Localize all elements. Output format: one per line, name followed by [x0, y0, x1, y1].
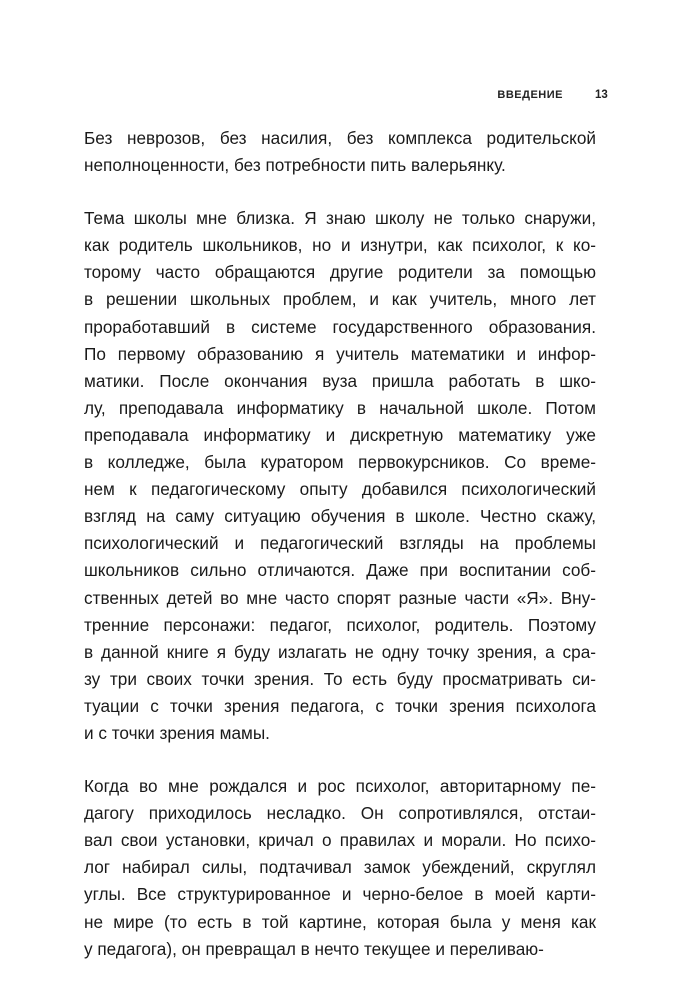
text-line: в решении школьных проблем, и как учитель, много лет: [84, 289, 596, 310]
body-text: [84, 125, 596, 963]
text-line: Когда во мне рождался и рос психолог, авторитарному пе-: [84, 776, 596, 797]
text-line: преподавала информатику и дискретную математику уже: [84, 424, 596, 445]
text-line: в данной книге я буду излагать не одну точку зрения, а сра-: [84, 641, 596, 662]
text-line: туации с точки зрения педагога, с точки зрения психолога: [84, 695, 596, 716]
text-line: нем к педагогическому опыту добавился психологический: [84, 479, 596, 500]
text-line: вал свои установки, кричал о правилах и морали. Но психо-: [84, 830, 596, 851]
paragraph-gap: [84, 747, 596, 773]
text-line: в колледже, была куратором первокурсников. Со време-: [84, 452, 596, 473]
section-title: ВВЕДЕНИЕ: [497, 89, 563, 101]
text-line: психологический и педагогический взгляды на проблемы: [84, 533, 596, 554]
text-line: Тема школы мне близка. Я знаю школу не только снаружи,: [84, 208, 596, 229]
text-line: проработавший в системе государственного образования.: [84, 316, 596, 337]
text-line: ственных детей во мне часто спорят разные части «Я». Вну-: [84, 587, 596, 608]
text-line: зу три своих точки зрения. То есть буду просматривать си-: [84, 668, 596, 689]
text-line: лу, преподавала информатику в начальной школе. Потом: [84, 397, 596, 418]
paragraph: [84, 125, 596, 179]
text-line: у педагога), он превращал в нечто текущее и переливаю-: [84, 938, 544, 959]
text-line: тренние персонажи: педагог, психолог, родитель. Поэтому: [84, 614, 596, 635]
text-line: не мире (то есть в той картине, которая была у меня как: [84, 911, 596, 932]
paragraph: [84, 773, 596, 963]
page-number: 13: [595, 89, 608, 101]
text-line: и с точки зрения мамы.: [84, 722, 270, 743]
text-line: как родитель школьников, но и изнутри, как психолог, к ко-: [84, 235, 596, 256]
running-header: [0, 89, 681, 109]
text-line: Без неврозов, без насилия, без комплекса родительской: [84, 128, 596, 148]
text-line: торому часто обращаются другие родители за помощью: [84, 262, 596, 283]
text-line: дагогу приходилось несладко. Он сопротивлялся, отстаи-: [84, 803, 596, 824]
text-line: школьников сильно отличаются. Даже при воспитании соб-: [84, 560, 596, 581]
text-line: матики. После окончания вуза пришла работать в шко-: [84, 370, 596, 391]
paragraph: [84, 205, 596, 747]
text-line: взгляд на саму ситуацию обучения в школе. Честно скажу,: [84, 506, 596, 527]
text-line: лог набирал силы, подтачивал замок убеждений, скруглял: [84, 857, 596, 878]
text-line: углы. Все структурированное и черно-белое в моей карти-: [84, 884, 596, 905]
text-line: По первому образованию я учитель математики и инфор-: [84, 343, 596, 364]
text-line: неполноценности, без потребности пить валерьянку.: [84, 155, 506, 176]
paragraph-gap: [84, 179, 596, 205]
